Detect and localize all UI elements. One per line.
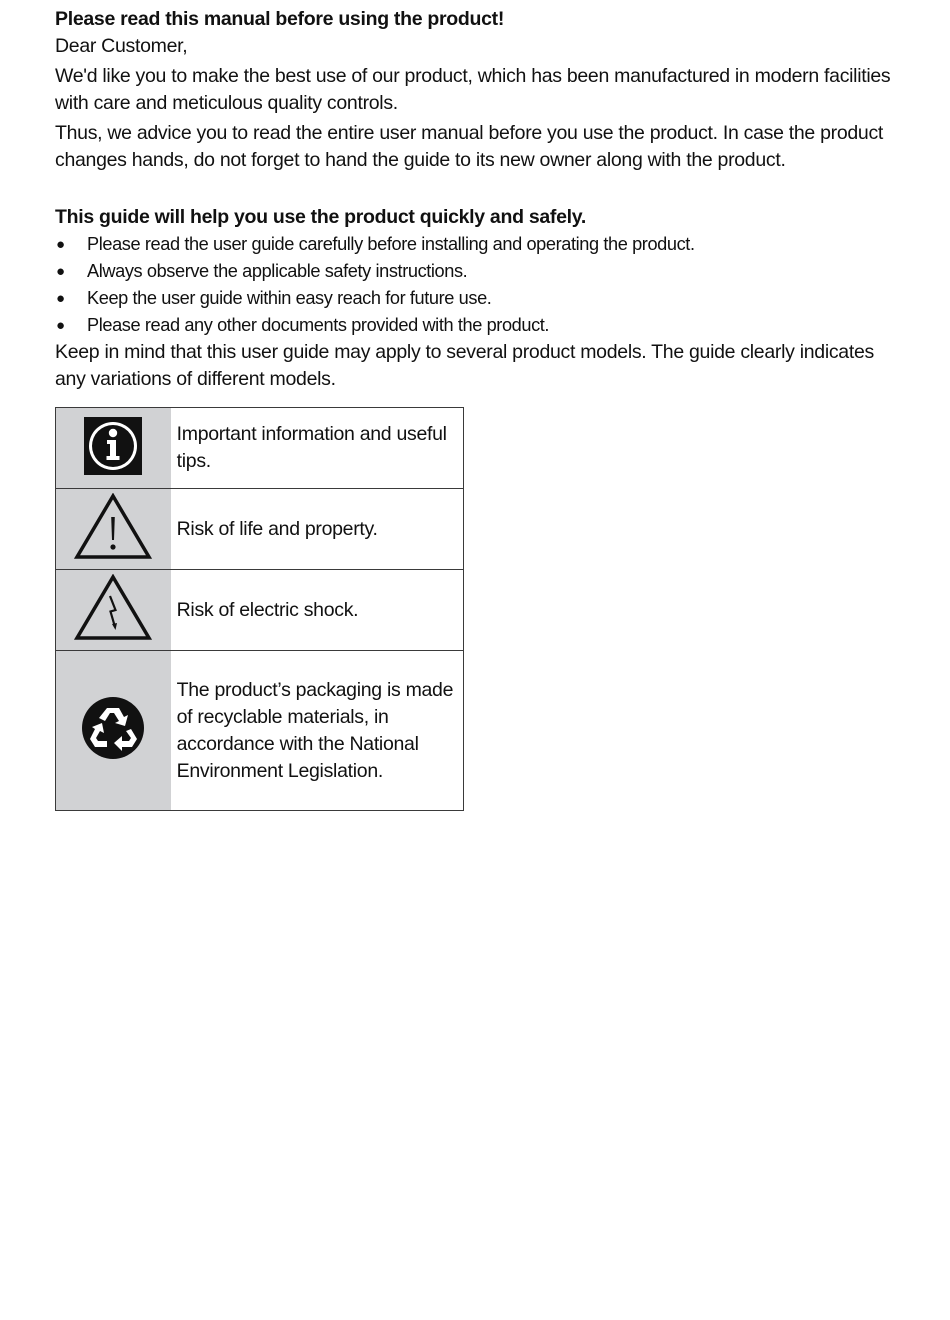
greeting: Dear Customer, bbox=[55, 35, 188, 57]
recycle-icon bbox=[81, 696, 145, 760]
list-item-text: Keep the user guide within easy reach for future use. bbox=[87, 288, 492, 308]
bullet-icon: ● bbox=[56, 263, 65, 280]
list-item bbox=[55, 258, 895, 285]
symbol-description: Risk of life and property. bbox=[171, 489, 464, 570]
manual-intro bbox=[55, 6, 895, 393]
symbol-description: The product’s packaging is made of recyclable materials, in accordance with the National Environment Legislation. bbox=[171, 651, 464, 811]
bullet-list bbox=[55, 231, 895, 339]
info-icon bbox=[84, 417, 142, 475]
bullet-icon: ● bbox=[56, 290, 65, 307]
intro-paragraph: We'd like you to make the best use of our product, which has been manufactured in modern facilities with care and meticulous quality controls. bbox=[55, 65, 891, 114]
table-row bbox=[56, 570, 464, 651]
bullet-icon: ● bbox=[56, 317, 65, 334]
intro-paragraph: Thus, we advice you to read the entire user manual before you use the product. In case the product changes hands, do not forget to hand the guide to its new owner along with the product. bbox=[55, 122, 884, 171]
icon-cell bbox=[56, 570, 171, 651]
icon-cell bbox=[56, 408, 171, 489]
symbol-description: Risk of electric shock. bbox=[171, 570, 464, 651]
table-row bbox=[56, 489, 464, 570]
list-item-text: Always observe the applicable safety instructions. bbox=[87, 261, 468, 281]
electric-shock-icon bbox=[74, 574, 152, 642]
section-heading: This guide will help you use the product quickly and safely. bbox=[55, 206, 586, 228]
symbol-description: Important information and useful tips. bbox=[171, 408, 464, 489]
icon-cell bbox=[56, 489, 171, 570]
list-item bbox=[55, 285, 895, 312]
symbols-table bbox=[55, 407, 464, 811]
list-item-text: Please read any other documents provided with the product. bbox=[87, 315, 550, 335]
bullet-icon: ● bbox=[56, 236, 65, 253]
list-item-text: Please read the user guide carefully before installing and operating the product. bbox=[87, 234, 695, 254]
list-item bbox=[55, 312, 895, 339]
page-title: Please read this manual before using the product! bbox=[55, 8, 505, 30]
table-row bbox=[56, 408, 464, 489]
table-row bbox=[56, 651, 464, 811]
models-note: Keep in mind that this user guide may apply to several product models. The guide clearly indicates any variations of different models. bbox=[55, 341, 874, 390]
warning-icon bbox=[74, 493, 152, 561]
icon-cell bbox=[56, 651, 171, 811]
list-item bbox=[55, 231, 895, 258]
